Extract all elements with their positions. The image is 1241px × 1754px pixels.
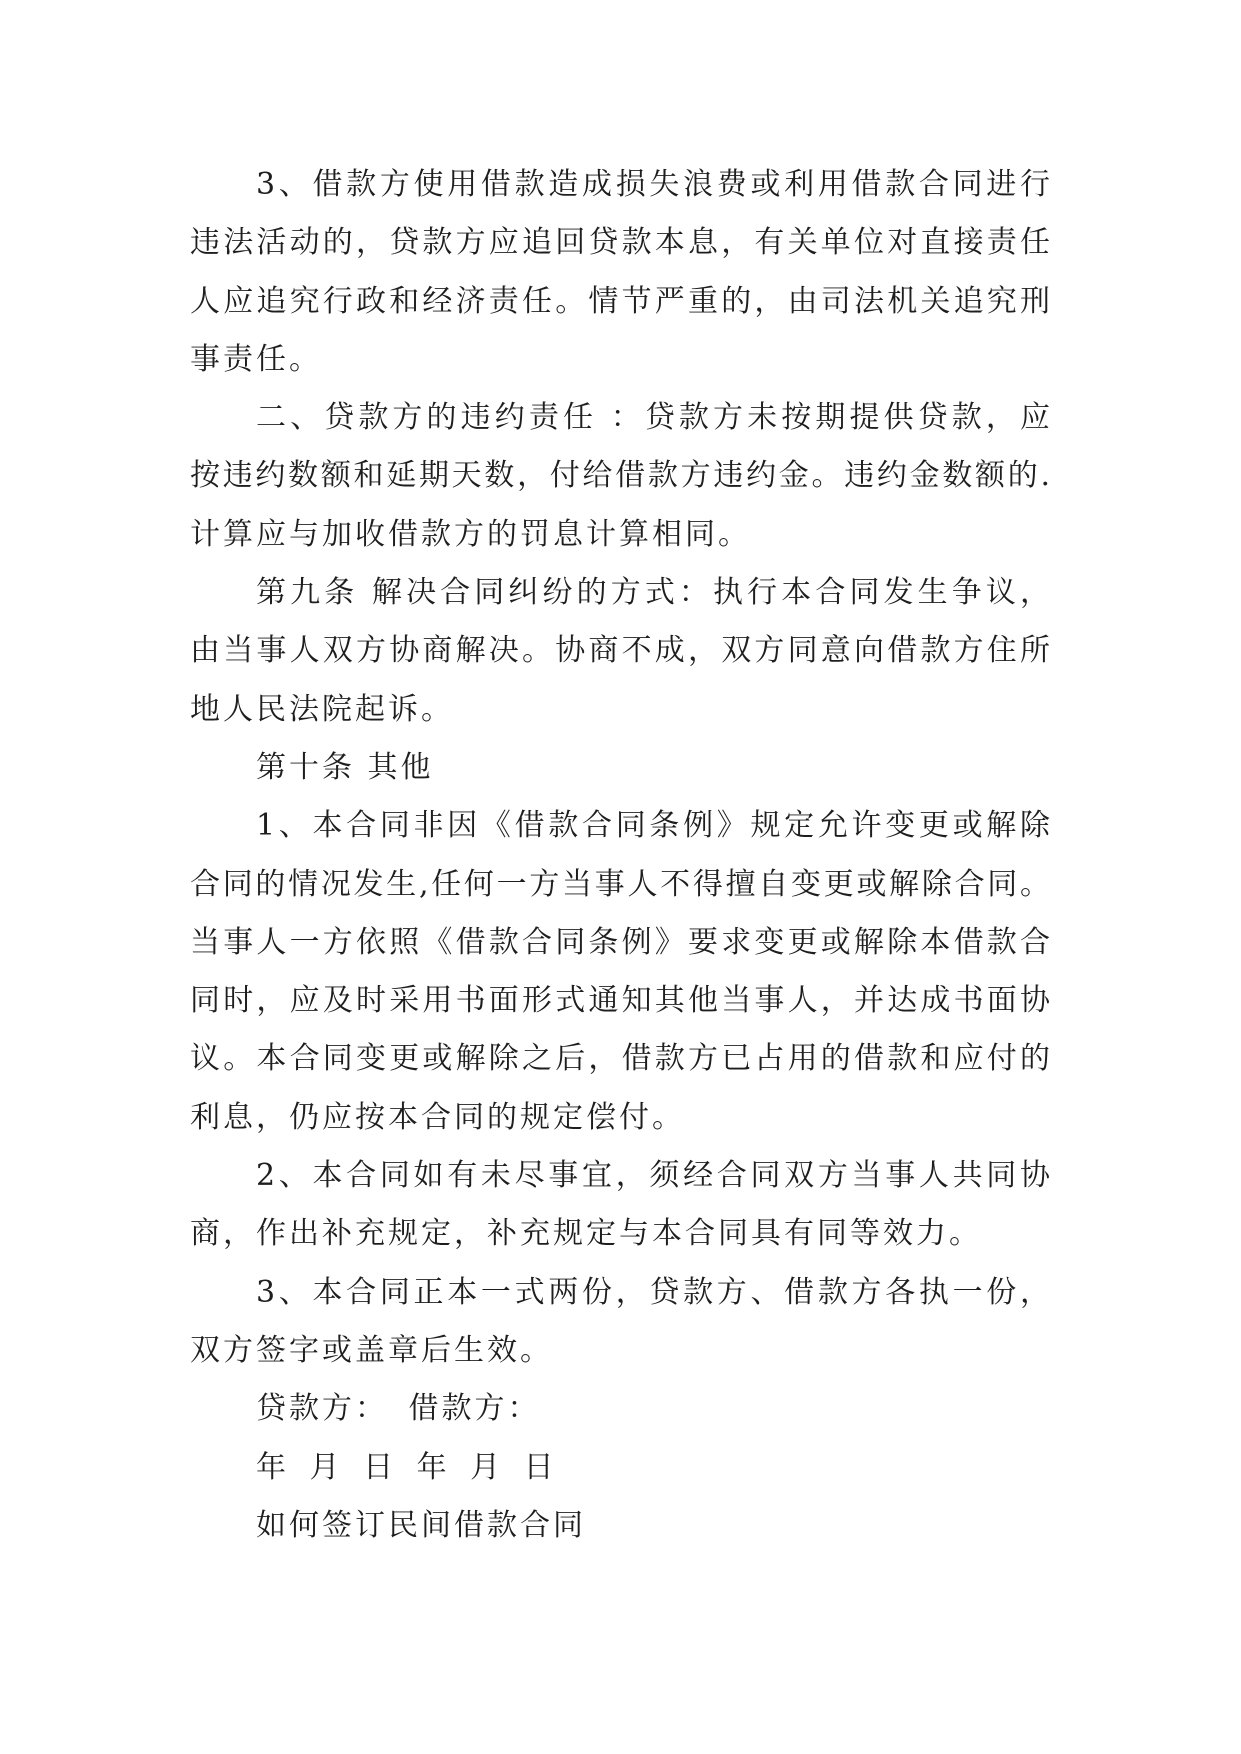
article-item-3 (190, 1264, 1050, 1381)
paragraph-line: 商，作出补充规定，补充规定与本合同具有同等效力。 (190, 1216, 982, 1252)
paragraph-lender-liability (190, 389, 1050, 564)
paragraph-line: 1、本合同非因《借款合同条例》规定允许变更或解除 (256, 808, 1050, 844)
paragraph-line: 利息，仍应按本合同的规定偿付。 (190, 1099, 685, 1135)
paragraph-line: 议。本合同变更或解除之后，借款方已占用的借款和应付的 (190, 1041, 1050, 1077)
paragraph-line: 3、借款方使用借款造成损失浪费或利用借款合同进行 (256, 167, 1050, 202)
paragraph-line: 3、本合同正本一式两份，贷款方、借款方各执一份， (256, 1274, 1050, 1310)
article-10-heading: 第十条 其他 (256, 749, 434, 785)
article-item-2 (190, 1147, 1050, 1264)
paragraph-clause-3 (190, 156, 1050, 389)
paragraph-line: 第九条 解决合同纠纷的方式：执行本合同发生争议， (256, 575, 1050, 611)
paragraph-line: 人应追究行政和经济责任。情节严重的，由司法机关追究刑 (190, 283, 1050, 319)
paragraph-line: 2、本合同如有未尽事宜，须经合同双方当事人共同协 (256, 1158, 1050, 1194)
paragraph-line: 合同的情况发生,任何一方当事人不得擅自变更或解除合同。 (190, 866, 1050, 902)
document-page (190, 156, 1050, 1555)
next-section-title: 如何签订民间借款合同 (256, 1507, 586, 1543)
paragraph-line: 计算应与加收借款方的罚息计算相同。 (190, 516, 751, 552)
paragraph-line: 违法活动的，贷款方应追回贷款本息，有关单位对直接责任 (190, 225, 1050, 261)
paragraph-line: 同时，应及时采用书面形式通知其他当事人，并达成书面协 (190, 983, 1050, 1019)
paragraph-article-9 (190, 564, 1050, 739)
paragraph-line: 地人民法院起诉。 (190, 691, 454, 727)
paragraph-line: 当事人一方依照《借款合同条例》要求变更或解除本借款合 (190, 924, 1050, 960)
paragraph-line: 按违约数额和延期天数，付给借款方违约金。违约金数额的. (190, 458, 1050, 494)
paragraph-line: 由当事人双方协商解决。协商不成，双方同意向借款方住所 (190, 633, 1050, 669)
signature-block (190, 1380, 1050, 1497)
paragraph-line: 双方签字或盖章后生效。 (190, 1332, 553, 1368)
signature-dates: 年 月 日 年 月 日 (256, 1449, 557, 1485)
signature-parties: 贷款方： 借款方： (256, 1391, 541, 1427)
paragraph-line: 二、贷款方的违约责任 ：贷款方未按期提供贷款，应 (256, 400, 1050, 436)
paragraph-line: 事责任。 (190, 341, 322, 377)
article-item-1 (190, 797, 1050, 1147)
